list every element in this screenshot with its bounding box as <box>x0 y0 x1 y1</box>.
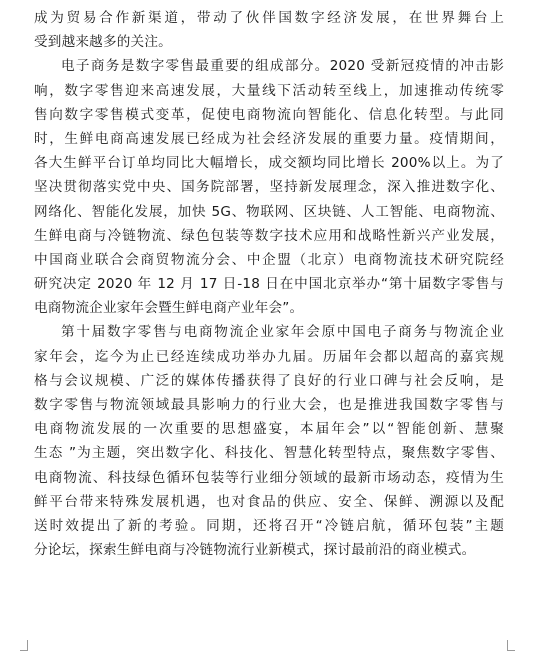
paragraph-3-line-9: 送时效提出了新的考验。同期，还将召开“冷链启航，循环包装”主题 <box>34 517 504 534</box>
paragraph-2-line-4: 时，生鲜电商高速发展已经成为社会经济发展的重要力量。疫情期间， <box>34 130 504 147</box>
paragraph-1-line-1: 成为贸易合作新渠道，带动了伙伴国数字经济发展，在世界舞台上 <box>34 10 504 26</box>
paragraph-2-line-5: 各大生鲜平台订单均同比大幅增长，成交额均同比增长 200%以上。为了 <box>34 155 504 172</box>
paragraph-3-line-3: 格与会议规模、广泛的媒体传播获得了良好的行业口碑与社会反响，是 <box>34 372 504 389</box>
paragraph-3-line-4: 数字零售与物流领域最具影响力的行业大会，也是推进我国数字零售与 <box>34 397 504 413</box>
paragraph-3-line-2: 家年会，迄今为止已经连续成功举办九届。历届年会都以超高的嘉宾规 <box>34 348 504 365</box>
paragraph-2-line-9: 中国商业联合会商贸物流分会、中企盟（北京）电商物流技术研究院经 <box>34 251 504 268</box>
margin-corner-mark-right <box>507 640 515 651</box>
paragraph-3-line-6: 生态 ”为主题，突出数字化、科技化、智慧化转型特点，聚焦数字零售、 <box>34 445 504 462</box>
paragraph-3-line-10: 分论坛，探索生鲜电商与冷链物流行业新模式，探讨最前沿的商业模式。 <box>34 542 476 559</box>
paragraph-2-line-8: 生鲜电商与冷链物流、绿色包装等数字技术应用和战略性新兴产业发展， <box>34 227 504 244</box>
paragraph-3-line-5: 电商物流发展的一次重要的思想盛宴，本届年会”以“智能创新、慧聚 <box>34 421 504 438</box>
paragraph-3-line-7: 电商物流、科技绿色循环包装等行业细分领域的最新市场动态，疫情为生 <box>34 469 504 486</box>
paragraph-1-line-2: 受到越来越多的关注。 <box>34 34 172 51</box>
paragraph-2-line-7: 网络化、智能化发展，加快 5G、物联网、区块链、人工智能、电商物流、 <box>34 203 504 220</box>
paragraph-3-line-1: 第十届数字零售与电商物流企业家年会原中国电子商务与物流企业 <box>61 324 504 341</box>
document-body <box>34 6 504 562</box>
paragraph-2-line-1: 电子商务是数字零售最重要的组成部分。2020 受新冠疫情的冲击影 <box>61 58 504 75</box>
paragraph-2-line-3: 售向数字零售模式变革，促使电商物流向智能化、信息化转型。与此同 <box>34 106 504 123</box>
paragraph-3-line-8: 鲜平台带来特殊发展机遇，也对食品的供应、安全、保鲜、溯源以及配 <box>34 493 504 510</box>
paragraph-2-line-10: 研究决定 2020 年 12 月 17 日-18 日在中国北京举办“第十届数字零售与 <box>34 276 504 293</box>
paragraph-2-line-6: 坚决贯彻落实党中央、国务院部署，坚持新发展理念，深入推进数字化、 <box>34 179 504 196</box>
margin-corner-mark-left <box>20 640 28 651</box>
paragraph-2-line-2: 响，数字零售迎来高速发展，大量线下活动转至线上，加速推动传统零 <box>34 82 504 99</box>
paragraph-2-line-11: 电商物流企业家年会暨生鲜电商产业年会”。 <box>34 300 304 317</box>
